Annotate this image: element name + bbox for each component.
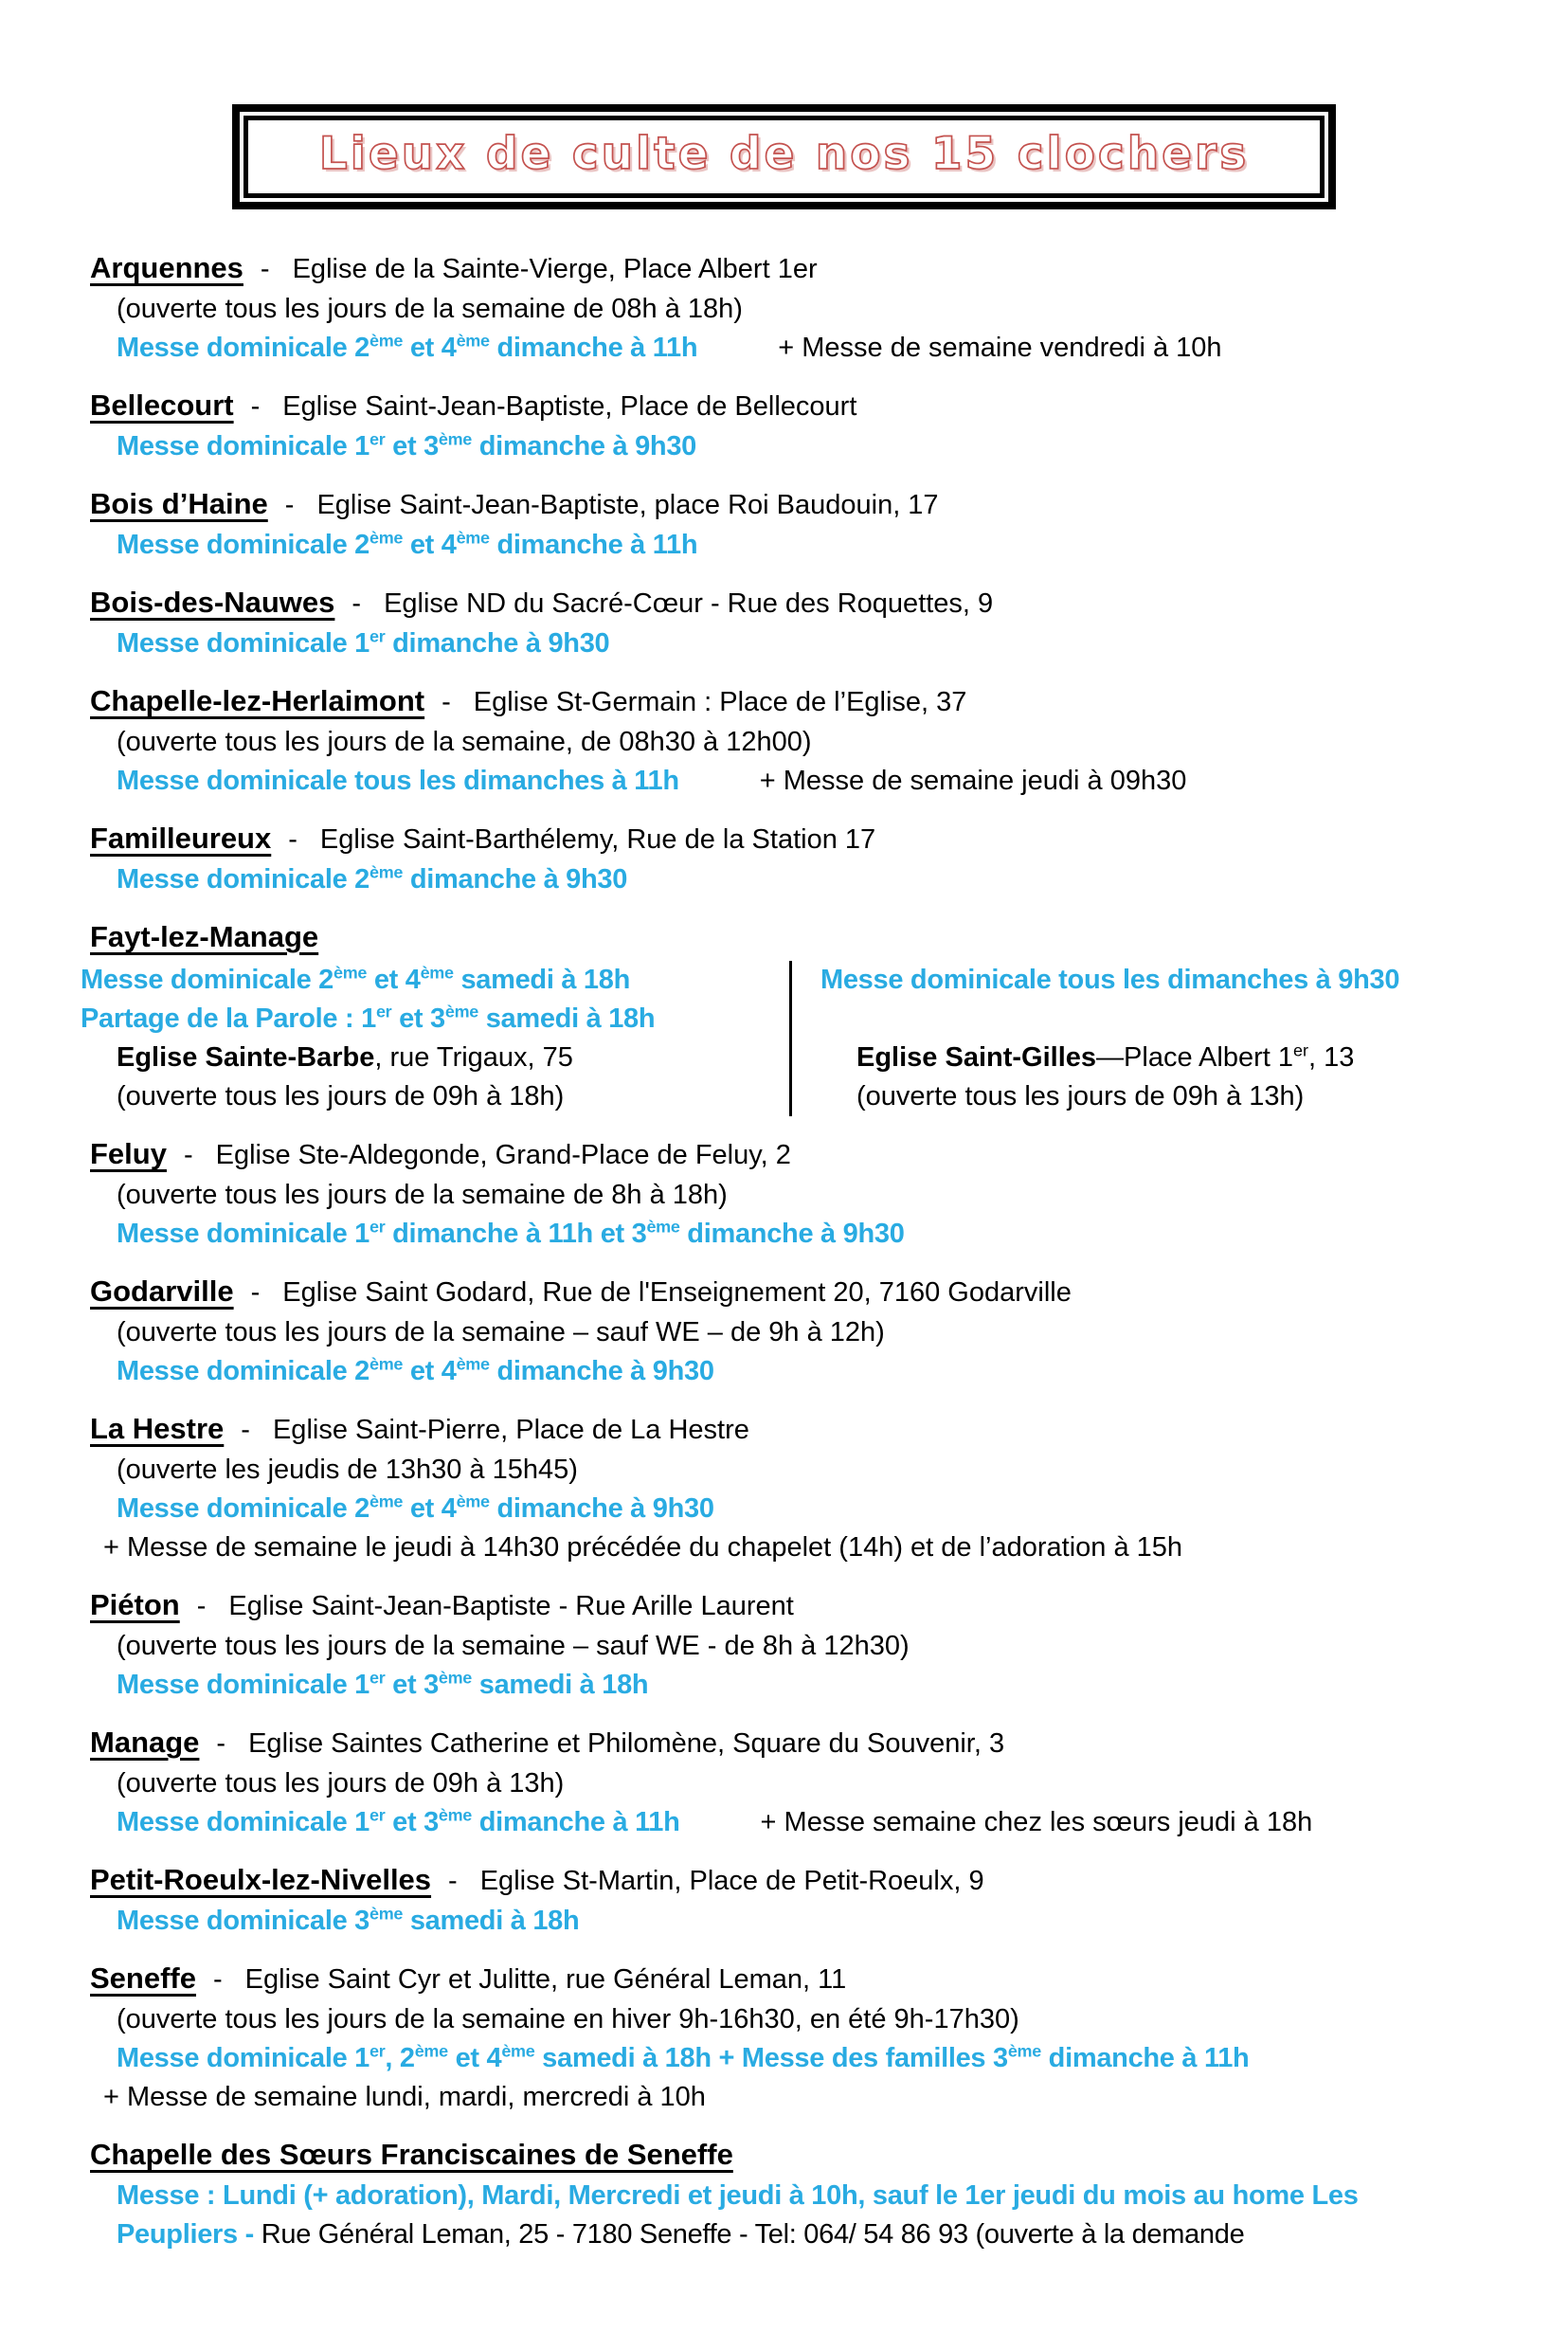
- text-seg: et 4: [403, 530, 457, 560]
- sup-seg: ème: [369, 1904, 404, 1924]
- opening-hours-line: [820, 1077, 1540, 1116]
- sup-seg: ème: [444, 1002, 478, 1021]
- sup-seg: ème: [333, 963, 368, 983]
- mass-schedule-line: [90, 1666, 1540, 1705]
- church-address-line: [81, 1039, 789, 1077]
- text-seg: et 4: [367, 965, 421, 995]
- text-seg: dimanche à 9h30: [385, 628, 610, 659]
- text-seg: + Messe de semaine lundi, mardi, mercredi à 10h: [103, 2082, 706, 2112]
- text-seg: Messe dominicale 1: [117, 628, 369, 659]
- text-seg: Eglise Saint-Gilles: [856, 1042, 1097, 1073]
- entry-address: Eglise Saintes Catherine et Philomène, Square du Souvenir, 3: [248, 1728, 1005, 1759]
- entry-name: Manage: [90, 1726, 200, 1759]
- entry-chapelle-des-s-urs-franciscaines-de-seneffe: [90, 2134, 1540, 2254]
- mass-schedule-line: [90, 1490, 1540, 1528]
- text-seg: samedi à 18h + Messe des familles 3: [534, 2043, 1008, 2073]
- text-seg: , 13: [1307, 1042, 1355, 1073]
- sup-seg: ème: [456, 331, 490, 351]
- text-seg: (ouverte tous les jours de 09h à 18h): [117, 1081, 565, 1112]
- page-title: Lieux de culte de nos 15 clochers: [318, 128, 1250, 180]
- text-seg: et 3: [385, 1807, 439, 1837]
- entry-manage: [90, 1722, 1540, 1842]
- opening-hours-line: [90, 1627, 1540, 1666]
- sup-seg: ème: [369, 331, 404, 351]
- text-seg: dimanche à 11h et 3: [385, 1219, 647, 1249]
- entry-chapelle-lez-herlaimont: [90, 680, 1540, 801]
- weekday-mass-inline: + Messe de semaine vendredi à 10h: [778, 333, 1222, 363]
- entry-fayt-lez-manage: [81, 916, 1540, 1116]
- sup-seg: ème: [414, 2041, 448, 2061]
- entry-header: [90, 680, 1540, 723]
- text-seg: Messe dominicale 2: [117, 530, 369, 560]
- entry-address: Eglise St-Germain : Place de l’Eglise, 37: [473, 687, 967, 717]
- sup-seg: ème: [369, 862, 404, 882]
- entry-name: Bois-des-Nauwes: [90, 586, 335, 619]
- entry-header: [90, 247, 1540, 290]
- mass-schedule-line: [90, 1902, 1540, 1941]
- entry-feluy: [90, 1133, 1540, 1254]
- text-seg: dimanche à 9h30: [489, 1356, 714, 1386]
- sup-seg: er: [369, 1217, 386, 1237]
- opening-hours-line: [90, 2000, 1540, 2039]
- entry-name: Feluy: [90, 1137, 167, 1170]
- text-seg: Messe dominicale 2: [117, 864, 369, 895]
- text-seg: (ouverte tous les jours de la semaine de 8h à 18h): [117, 1180, 728, 1210]
- entry-separator: -: [183, 1140, 193, 1170]
- text-seg: Messe dominicale 2: [81, 965, 333, 995]
- opening-hours-line: [90, 1451, 1540, 1490]
- text-seg: et 4: [447, 2043, 502, 2073]
- entry-address: Eglise ND du Sacré-Cœur - Rue des Roquettes, 9: [384, 588, 994, 619]
- text-seg: Peupliers -: [117, 2219, 261, 2250]
- text-seg: Partage de la Parole : 1: [81, 1003, 376, 1034]
- entry-header: [90, 1859, 1540, 1902]
- sup-seg: ème: [456, 1491, 490, 1511]
- entry-bellecourt: [90, 385, 1540, 466]
- spacer-line: [820, 1000, 1540, 1039]
- entry-header: [90, 1271, 1540, 1313]
- sup-seg: ème: [438, 1668, 472, 1688]
- sup-seg: er: [369, 626, 386, 646]
- mass-schedule-line: [90, 2039, 1540, 2078]
- text-seg: dimanche à 11h: [489, 333, 698, 363]
- text-seg: et 3: [385, 1670, 439, 1700]
- entry-separator: -: [212, 1964, 223, 1995]
- sup-seg: er: [369, 1668, 386, 1688]
- entry-separator: -: [351, 588, 362, 619]
- entry-separator: -: [260, 254, 270, 284]
- text-seg: (ouverte les jeudis de 13h30 à 15h45): [117, 1455, 578, 1485]
- title-banner-inner: [243, 116, 1325, 198]
- entry-separator: -: [250, 1277, 261, 1308]
- sup-seg: er: [1292, 1040, 1308, 1060]
- entry-header: [90, 582, 1540, 624]
- text-seg: Messe dominicale 2: [117, 1493, 369, 1524]
- entry-header: [90, 1133, 1540, 1176]
- mass-schedule-line: [90, 1215, 1540, 1254]
- entry-header: [90, 1722, 1540, 1764]
- entry-name: Bellecourt: [90, 389, 234, 422]
- sup-seg: ème: [456, 1354, 490, 1374]
- entry-name: La Hestre: [90, 1412, 225, 1445]
- text-seg: dimanche à 11h: [472, 1807, 680, 1837]
- text-seg: et 3: [385, 431, 439, 461]
- sup-seg: ème: [456, 528, 490, 548]
- text-seg: samedi à 18h: [472, 1670, 649, 1700]
- entry-header: [90, 1958, 1540, 2000]
- text-seg: Messe dominicale tous les dimanches à 11h: [117, 766, 679, 796]
- text-seg: et 4: [403, 1356, 457, 1386]
- column-right: [789, 961, 1540, 1116]
- entry-familleureux: [90, 818, 1540, 899]
- entry-header: [90, 818, 1540, 860]
- text-seg: et 4: [403, 333, 457, 363]
- text-seg: Eglise Sainte-Barbe: [117, 1042, 375, 1073]
- entry-separator: -: [216, 1728, 226, 1759]
- column-left: [81, 961, 789, 1116]
- text-seg: dimanche à 11h: [1040, 2043, 1250, 2073]
- entry-address: Eglise Saint-Barthélemy, Rue de la Station 17: [319, 824, 876, 855]
- text-seg: dimanche à 9h30: [679, 1219, 905, 1249]
- parish-entries-list: [81, 247, 1540, 2254]
- weekday-mass-inline: + Messe semaine chez les sœurs jeudi à 18h: [760, 1807, 1313, 1837]
- entry-name: Familleureux: [90, 822, 272, 855]
- entry-address: Eglise Ste-Aldegonde, Grand-Place de Feluy, 2: [215, 1140, 791, 1170]
- entry-name: Chapelle-lez-Herlaimont: [90, 684, 425, 717]
- entry-separator: -: [448, 1866, 458, 1896]
- sup-seg: er: [369, 1805, 386, 1825]
- text-seg: Messe dominicale 2: [117, 333, 369, 363]
- entry-separator: -: [196, 1591, 207, 1621]
- weekday-mass-line: [90, 2078, 1540, 2117]
- sup-seg: ème: [646, 1217, 680, 1237]
- entry-separator: -: [284, 490, 295, 520]
- mass-schedule-line: [90, 329, 1540, 368]
- entry-pieton: [90, 1584, 1540, 1705]
- opening-hours-line: [90, 1176, 1540, 1215]
- text-seg: (ouverte tous les jours de la semaine de 08h à 18h): [117, 294, 743, 324]
- entry-separator: -: [250, 391, 261, 422]
- sup-seg: ème: [369, 528, 404, 548]
- text-seg: , rue Trigaux, 75: [374, 1042, 573, 1073]
- mass-schedule-line: [90, 762, 1540, 801]
- mass-schedule-line: [90, 2215, 1540, 2254]
- text-seg: (ouverte tous les jours de la semaine – sauf WE – de 9h à 12h): [117, 1317, 885, 1347]
- text-seg: Messe dominicale 1: [117, 1670, 369, 1700]
- entry-header: [90, 483, 1540, 526]
- text-seg: Messe dominicale 1: [117, 1807, 369, 1837]
- mass-schedule-line: [90, 860, 1540, 899]
- entry-arquennes: [90, 247, 1540, 368]
- text-seg: Messe dominicale 1: [117, 431, 369, 461]
- mass-schedule-line: [81, 961, 789, 1000]
- weekday-mass-line: [90, 1528, 1540, 1567]
- opening-hours-line: [90, 1313, 1540, 1352]
- text-seg: Messe : Lundi (+ adoration), Mardi, Mercredi et jeudi à 10h, sauf le 1er jeudi du mois au home Les: [117, 2180, 1359, 2211]
- text-seg: et 4: [403, 1493, 457, 1524]
- entry-header: [90, 1584, 1540, 1627]
- mass-schedule-line: [90, 526, 1540, 565]
- mass-schedule-line: [90, 624, 1540, 663]
- opening-hours-line: [81, 1077, 789, 1116]
- entry-name: Bois d’Haine: [90, 487, 268, 520]
- mass-schedule-line: [820, 961, 1540, 1000]
- two-column-block: [81, 961, 1540, 1116]
- entry-address: Eglise Saint-Jean-Baptiste, place Roi Baudouin, 17: [316, 490, 939, 520]
- entry-name: Arquennes: [90, 251, 243, 284]
- sup-seg: ème: [438, 429, 472, 449]
- opening-hours-line: [90, 723, 1540, 762]
- text-seg: Messe dominicale 2: [117, 1356, 369, 1386]
- text-seg: (ouverte tous les jours de 09h à 13h): [856, 1081, 1305, 1112]
- text-seg: samedi à 18h: [478, 1003, 656, 1034]
- entry-name: Piéton: [90, 1588, 180, 1621]
- sup-seg: ème: [420, 963, 454, 983]
- entry-bois-d-haine: [90, 483, 1540, 565]
- entry-header: [90, 385, 1540, 427]
- entry-separator: -: [442, 687, 451, 717]
- text-seg: et 3: [391, 1003, 445, 1034]
- text-seg: Messe dominicale 1: [117, 1219, 369, 1249]
- text-seg: dimanche à 9h30: [489, 1493, 714, 1524]
- text-seg: Messe dominicale tous les dimanches à 9h30: [820, 965, 1400, 995]
- text-seg: dimanche à 11h: [489, 530, 698, 560]
- entry-address: Eglise Saint-Jean-Baptiste - Rue Arille Laurent: [228, 1591, 794, 1621]
- sup-seg: ème: [369, 1354, 404, 1374]
- entry-header: [90, 2134, 1540, 2177]
- entry-address: Eglise Saint Godard, Rue de l'Enseignement 20, 7160 Godarville: [282, 1277, 1072, 1308]
- text-seg: (ouverte tous les jours de la semaine en hiver 9h-16h30, en été 9h-17h30): [117, 2004, 1019, 2034]
- text-seg: (ouverte tous les jours de 09h à 13h): [117, 1768, 565, 1799]
- entry-address: Eglise Saint-Jean-Baptiste, Place de Bellecourt: [282, 391, 857, 422]
- entry-address: Eglise Saint-Pierre, Place de La Hestre: [272, 1415, 749, 1445]
- entry-address: Eglise St-Martin, Place de Petit-Roeulx, 9: [479, 1866, 984, 1896]
- mass-schedule-line: [90, 1352, 1540, 1391]
- text-seg: samedi à 18h: [453, 965, 631, 995]
- title-banner-frame: [232, 104, 1336, 209]
- opening-hours-line: [90, 290, 1540, 329]
- church-address-line: [820, 1039, 1540, 1077]
- sup-seg: er: [369, 2041, 386, 2061]
- text-seg: Messe dominicale 1: [117, 2043, 369, 2073]
- text-seg: + Messe de semaine le jeudi à 14h30 précédée du chapelet (14h) et de l’adoration à 15h: [103, 1532, 1183, 1563]
- entry-name: Seneffe: [90, 1961, 196, 1995]
- mass-schedule-line: [81, 1000, 789, 1039]
- entry-address: Eglise Saint Cyr et Julitte, rue Général Leman, 11: [244, 1964, 847, 1995]
- text-seg: samedi à 18h: [403, 1906, 580, 1936]
- entry-name: Fayt-lez-Manage: [90, 920, 319, 953]
- entry-name: Petit-Roeulx-lez-Nivelles: [90, 1863, 432, 1896]
- sup-seg: ème: [1007, 2041, 1041, 2061]
- text-seg: , 2: [385, 2043, 415, 2073]
- text-seg: (ouverte tous les jours de la semaine – sauf WE - de 8h à 12h30): [117, 1631, 910, 1661]
- entry-godarville: [90, 1271, 1540, 1391]
- entry-address: Eglise de la Sainte-Vierge, Place Albert 1er: [292, 254, 818, 284]
- mass-schedule-line: [90, 1803, 1540, 1842]
- sup-seg: er: [375, 1002, 392, 1021]
- opening-hours-line: [90, 1764, 1540, 1803]
- text-seg: dimanche à 9h30: [403, 864, 628, 895]
- sup-seg: er: [369, 429, 386, 449]
- entry-separator: -: [288, 824, 297, 855]
- sup-seg: ème: [438, 1805, 472, 1825]
- entry-header: [90, 1408, 1540, 1451]
- text-seg: Messe dominicale 3: [117, 1906, 369, 1936]
- weekday-mass-inline: + Messe de semaine jeudi à 09h30: [759, 766, 1187, 796]
- entry-separator: -: [241, 1415, 250, 1445]
- entry-bois-des-nauwes: [90, 582, 1540, 663]
- text-seg: —Place Albert 1: [1096, 1042, 1293, 1073]
- entry-name: Godarville: [90, 1274, 234, 1308]
- entry-seneffe: [90, 1958, 1540, 2117]
- entry-la-hestre: [90, 1408, 1540, 1567]
- text-seg: (ouverte tous les jours de la semaine, de 08h30 à 12h00): [117, 727, 812, 757]
- text-seg: dimanche à 9h30: [472, 431, 696, 461]
- entry-petit-roeulx-lez-nivelles: [90, 1859, 1540, 1941]
- entry-name: Chapelle des Sœurs Franciscaines de Seneffe: [90, 2138, 733, 2171]
- mass-schedule-line: [90, 2177, 1540, 2215]
- sup-seg: ème: [501, 2041, 535, 2061]
- text-seg: Rue Général Leman, 25 - 7180 Seneffe - Tel: 064/ 54 86 93 (ouverte à la demande: [261, 2219, 1245, 2250]
- mass-schedule-line: [90, 427, 1540, 466]
- sup-seg: ème: [369, 1491, 404, 1511]
- entry-header: [90, 916, 1540, 959]
